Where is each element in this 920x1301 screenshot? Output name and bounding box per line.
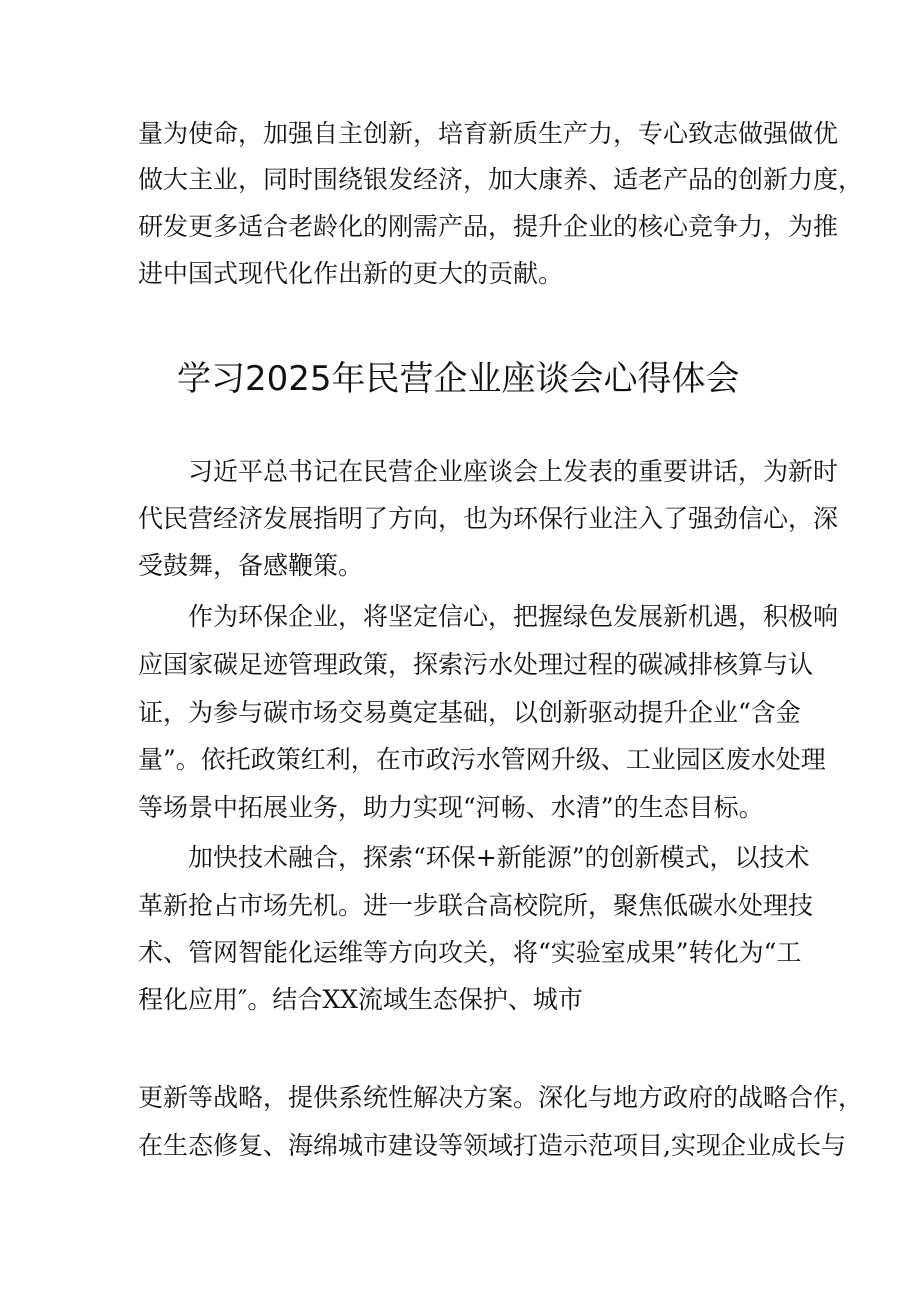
paragraph-3-line-4: 程化应用″。结合XX流域生态保护、城市 [138, 985, 583, 1014]
paragraph-4-line-2: 在生态修复、海绵城市建设等领域打造示范项目,实现企业成长与 [138, 1131, 846, 1160]
top-paragraph-line-2: 做大主业，同时围绕银发经济，加大康养、适老产品的创新力度， [138, 165, 864, 194]
paragraph-3-line-1: 加快技术融合，探索“环保+新能源”的创新模式，以技术 [188, 843, 810, 872]
top-paragraph-line-3: 研发更多适合老龄化的刚需产品，提升企业的核心竞争力，为推 [138, 212, 839, 241]
paragraph-1-line-3: 受鼓舞，备感鞭策。 [138, 551, 364, 580]
paragraph-2-line-5: 等场景中拓展业务，助力实现“河畅、水清”的生态目标。 [138, 793, 764, 822]
document-title: 学习2025年民营企业座谈会心得体会 [177, 359, 740, 399]
paragraph-4-line-1: 更新等战略，提供系统性解决方案。深化与地方政府的战略合作， [138, 1083, 864, 1112]
paragraph-2-line-1: 作为环保企业，将坚定信心，把握绿色发展新机遇，积极响 [188, 602, 839, 631]
paragraph-2-line-4: 量”。依托政策红利，在市政污水管网升级、工业园区废水处理 [138, 745, 826, 774]
paragraph-2-line-2: 应国家碳足迹管理政策，探索污水处理过程的碳减排核算与认 [138, 650, 814, 679]
paragraph-2-line-3: 证，为参与碳市场交易奠定基础，以创新驱动提升企业“含金 [138, 698, 801, 727]
top-paragraph-line-4: 进中国式现代化作出新的更大的贡献。 [138, 259, 564, 288]
paragraph-1-line-1: 习近平总书记在民营企业座谈会上发表的重要讲话，为新时 [188, 457, 839, 486]
paragraph-1-line-2: 代民营经济发展指明了方向，也为环保行业注入了强劲信心，深 [138, 504, 839, 533]
top-paragraph-line-1: 量为使命，加强自主创新，培育新质生产力，专心致志做强做优 [138, 119, 839, 148]
paragraph-3-line-2: 革新抢占市场先机。进一步联合高校院所，聚焦低碳水处理技 [138, 891, 814, 920]
paragraph-3-line-3: 术、管网智能化运维等方向攻关，将“实验室成果”转化为“工 [138, 938, 802, 967]
